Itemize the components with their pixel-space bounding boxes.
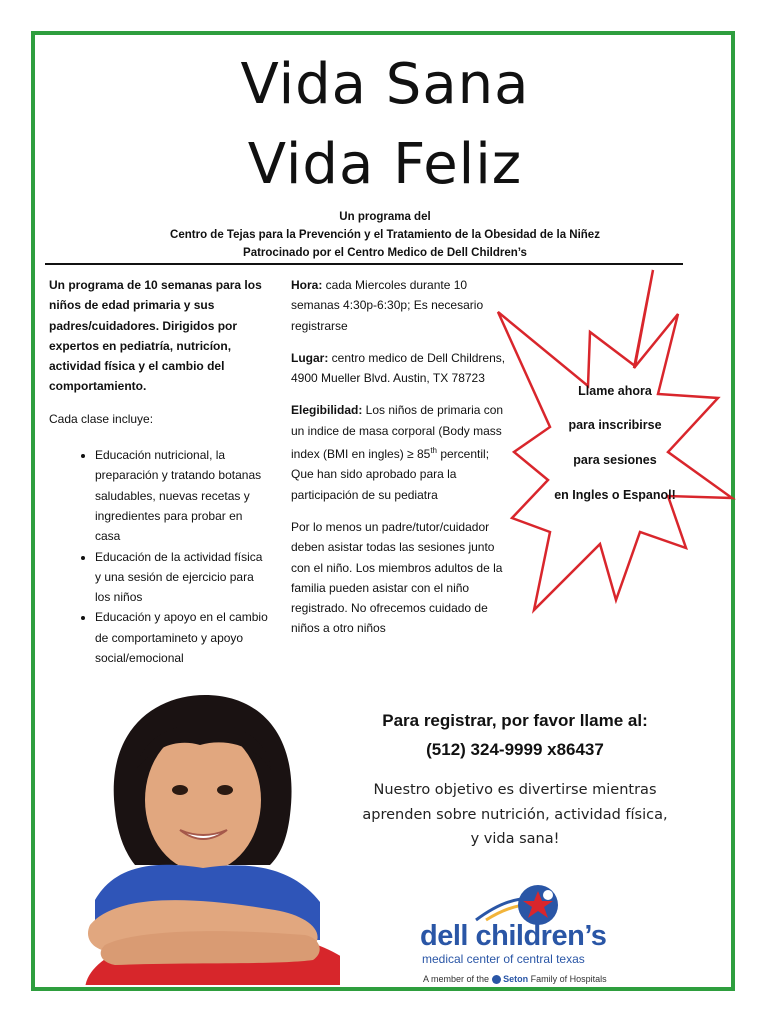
class-includes-label: Cada clase incluye: <box>49 411 154 426</box>
includes-list <box>49 445 271 668</box>
member-suffix: Family of Hospitals <box>530 974 607 984</box>
lugar-text: centro medico de Dell Childrens, 4900 Mueller Blvd. Austin, TX 78723 <box>291 350 506 386</box>
call-now-line-1: Llame ahora <box>578 384 652 398</box>
parent-note: Por lo menos un padre/tutor/cuidador deben asistar todas las sesiones junto con el niño. Los miembros adultos de la familia pueden asistar con el niño registrado. No ofrecemos cuidado de niños a otro niños <box>291 519 503 636</box>
program-intro: Un programa de 10 semanas para los niños de edad primaria y sus padres/cuidadores. Dirigidos por expertos en pediatría, nutricíon, actividad física y el cambio del comportamiento. <box>49 278 262 394</box>
member-line <box>423 974 607 984</box>
subtitle-line-1: Un programa del <box>339 211 431 223</box>
member-prefix: A member of the <box>423 974 490 984</box>
elegibilidad-paragraph <box>291 400 513 504</box>
seton-icon <box>492 975 501 984</box>
elegibilidad-text-1: Los niños de primaria con un indice de masa corporal (Body mass index (BMI en ingles) ≥ 85 <box>291 403 504 462</box>
lugar-label: Lugar: <box>291 350 329 365</box>
program-details <box>291 275 513 651</box>
elegibilidad-label: Elegibilidad: <box>291 403 363 418</box>
hora-text: cada Miercoles durante 10 semanas 4:30p-6:30p; Es necesario registrarse <box>291 278 484 333</box>
list-item: • Educación y apoyo en el cambio de comportamineto y apoyo social/emocional <box>95 607 271 668</box>
starburst-icon <box>490 262 736 616</box>
hora-label: Hora: <box>291 278 323 292</box>
elegibilidad-text-2: percentil; Que han sido aprobado para la participación de su pediatra <box>291 447 490 502</box>
subtitle-line-2: Centro de Tejas para la Prevención y el Tratamiento de la Obesidad de la Niñez <box>170 229 600 241</box>
register-heading: Para registrar, por favor llame al: <box>382 711 648 730</box>
title-line-1: Vida Sana <box>240 52 530 117</box>
child-photo <box>75 690 340 985</box>
program-description <box>49 275 271 668</box>
goal-line-2: aprenden sobre nutrición, actividad física, <box>362 807 668 823</box>
hora-paragraph <box>291 275 513 336</box>
elegibilidad-sup: th <box>430 446 437 456</box>
list-item: • Educación nutricional, la preparación y tratando botanas saludables, nuevas recetas y ingredientes para probar en casa <box>95 445 271 546</box>
call-now-line-4: en Ingles o Espanol! <box>554 488 676 502</box>
goal-line-3: y vida sana! <box>470 831 560 847</box>
title-line-2: Vida Feliz <box>247 132 523 197</box>
starburst-shape <box>498 270 732 610</box>
logo-wordmark: dell children’s <box>420 920 607 952</box>
call-now-line-2: para inscribirse <box>568 418 662 432</box>
register-phone: (512) 324-9999 x86437 <box>426 740 604 759</box>
list-item: • Educación de la actividad física y una sesión de ejercicio para los niños <box>95 547 271 608</box>
call-now-line-3: para sesiones <box>573 453 657 467</box>
logo-tagline: medical center of central texas <box>422 952 585 966</box>
subtitle-line-3: Patrocinado por el Centro Medico de Dell Children’s <box>243 247 527 259</box>
lugar-paragraph <box>291 348 513 389</box>
member-brand: Seton <box>503 974 529 984</box>
goal-line-1: Nuestro objetivo es divertirse mientras <box>373 782 657 798</box>
